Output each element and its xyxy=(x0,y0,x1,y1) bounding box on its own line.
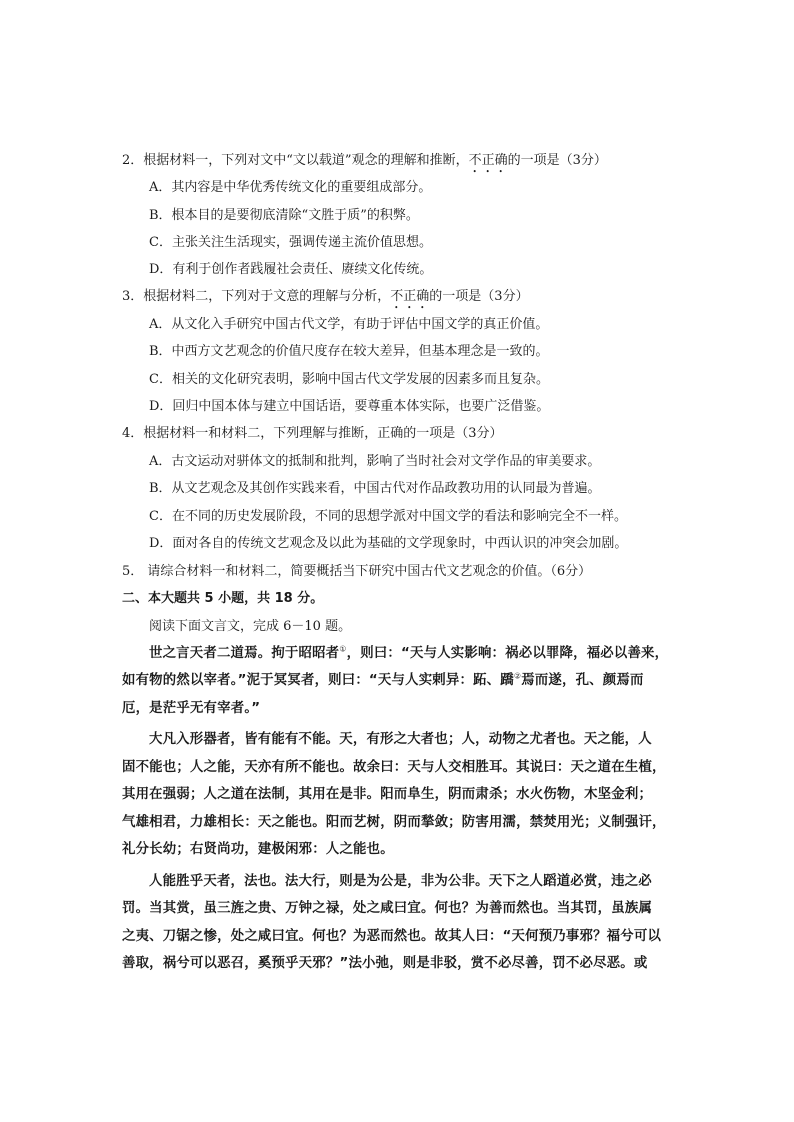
passage-p2-line2: 固不能也；人之能，天亦有所不能也。故余曰：天与人交相胜耳。其说曰：天之道在生植， xyxy=(122,760,666,775)
passage-p2-line3: 其用在强弱；人之道在法制，其用在是非。阳而阜生，阴而肃杀；水火伤物，木坚金利； xyxy=(122,787,653,802)
passage-p2-line1: 大凡入形器者，皆有能有不能。天，有形之大者也；人，动物之尤者也。天之能，人 xyxy=(149,732,652,747)
q3-option-b: B．中西方文艺观念的价值尺度存在较大差异，但基本理念是一致的。 xyxy=(149,344,549,359)
q4-option-b: B．从文艺观念及其创作实践来看，中国古代对作品政教功用的认同最为普遍。 xyxy=(149,481,601,496)
section-2-intro: 阅读下面文言文，完成 6－10 题。 xyxy=(149,619,352,634)
q3-stem-text: 3．根据材料二，下列对于文意的理解与分析， xyxy=(122,289,391,304)
q2-stem xyxy=(122,153,682,176)
passage-p1-line2 xyxy=(122,673,689,689)
passage-p2-line5: 礼分长幼；右贤尚功，建极闲邪：人之能也。 xyxy=(122,842,394,857)
q3-option-c: C．相关的文化研究表明，影响中国古代文学发展的因素多而且复杂。 xyxy=(149,372,549,387)
passage-p3-line3: 之夷、刀锯之惨，处之咸曰宜。何也？为恶而然也。故其人曰：“天何预乃事邪？福兮可以 xyxy=(122,929,662,944)
footnote-mark-1: ① xyxy=(339,644,347,654)
q2-option-c: C．主张关注生活现实，强调传递主流价值思想。 xyxy=(149,235,432,250)
section-2-title: 二、本大题共 5 小题，共 18 分。 xyxy=(122,591,324,606)
q3-emphasis: 不正确 xyxy=(390,289,430,304)
passage-p1-line3: 厄，是茫乎无有宰者。” xyxy=(122,701,261,716)
q2-option-d: D．有利于创作者践履社会责任、赓续文化传统。 xyxy=(149,262,433,277)
passage-p3-line4: 善取，祸兮可以恶召，奚预乎天邪？”法小弛，则是非驳，赏不必尽善，罚不必尽恶。或 xyxy=(122,956,648,971)
q2-option-a: A．其内容是中华优秀传统文化的重要组成部分。 xyxy=(149,180,432,195)
q3-score: 的一项是（3分） xyxy=(429,289,529,304)
q2-score: 的一项是（3分） xyxy=(507,153,607,168)
passage-p3-line1: 人能胜乎天者，法也。法大行，则是为公是，非为公非。天下之人蹈道必赏，违之必 xyxy=(149,874,652,889)
q4-option-d: D．面对各自的传统文艺观念及以此为基础的文学现象时，中西认识的冲突会加剧。 xyxy=(149,536,628,551)
q2-stem-text: 2．根据材料一，下列对文中“文以载道”观念的理解和推断， xyxy=(122,153,469,168)
passage-text: ，则曰：“天与人实影响：祸必以罪降，福必以善来， xyxy=(346,646,669,661)
q4-stem: 4．根据材料一和材料二，下列理解与推断，正确的一项是（3分） xyxy=(122,426,503,441)
passage-p2-line4: 气雄相君，力雄相长：天之能也。阳而艺树，阴而揫敛；防害用濡，禁焚用光；义制强讦， xyxy=(122,815,666,830)
passage-p1-line1 xyxy=(149,646,689,662)
passage-text: 世之言天者二道焉。拘于昭昭者 xyxy=(149,646,340,661)
footnote-mark-2: ② xyxy=(513,671,522,681)
q3-option-a: A．从文化入手研究中国古代文学，有助于评估中国文学的真正价值。 xyxy=(149,317,549,332)
passage-p3-line2: 罚。当其赏，虽三旌之贵、万钟之禄，处之咸曰宜。何也？为善而然也。当其罚，虽族属 xyxy=(122,901,653,916)
q3-option-d: D．回归中国本体与建立中国话语，要尊重本体实际，也要广泛借鉴。 xyxy=(149,399,550,414)
q4-option-a: A．古文运动对骈体文的抵制和批判，影响了当时社会对文学作品的审美要求。 xyxy=(149,454,601,469)
passage-text: 如有物的然以宰者。”泥于冥冥者，则曰：“天与人实剌异：跖、蹻 xyxy=(122,673,514,688)
passage-text: 焉而遂，孔、颜焉而 xyxy=(521,673,644,688)
q4-option-c: C．在不同的历史发展阶段，不同的思想学派对中国文学的看法和影响完全不一样。 xyxy=(149,509,627,524)
q2-option-b: B．根本目的是要彻底清除“文胜于质”的积弊。 xyxy=(149,208,419,223)
q2-emphasis: 不正确 xyxy=(468,153,508,168)
q3-stem xyxy=(122,289,682,312)
q5-stem: 5． 请综合材料一和材料二，简要概括当下研究中国古代文艺观念的价值。（6分） xyxy=(122,564,592,579)
